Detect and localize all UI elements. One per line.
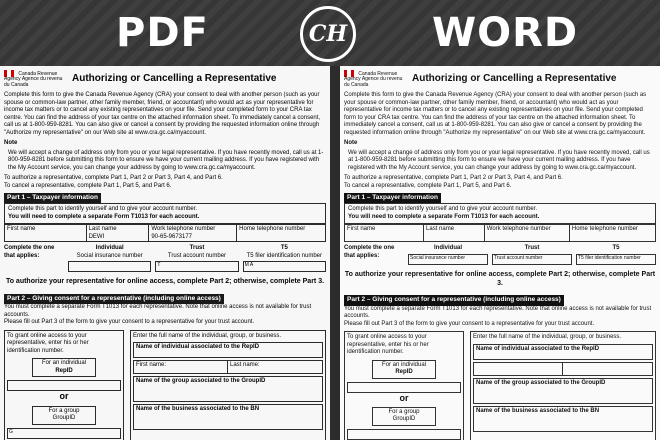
- name-individual-label: Name of individual associated to the RepID: [476, 345, 600, 352]
- trust-acct-label: Trust account number: [167, 252, 227, 259]
- full-name-col: [470, 331, 656, 440]
- for-individual-label: For an individual: [41, 360, 87, 367]
- name-business-label: Name of the business associated to the BN: [476, 407, 600, 414]
- for-group-label: For a group: [388, 408, 420, 415]
- group-name-field[interactable]: [473, 378, 653, 404]
- agency-en: Canada Revenue Agency: [344, 70, 398, 83]
- trust-input[interactable]: [492, 254, 572, 265]
- individual-label: Individual: [95, 245, 124, 252]
- trust-input[interactable]: [155, 261, 238, 272]
- work-phone-field[interactable]: [485, 225, 570, 241]
- or-text: or: [399, 392, 409, 403]
- first-last-row: [133, 360, 323, 374]
- grant-text: To grant online access to your representative, enter his or her identification number.: [347, 334, 429, 356]
- authorize-online-line: To authorize your representative for online access, complete Part 2; otherwise, complete Part 3.: [344, 270, 656, 287]
- part1-box: [344, 203, 656, 224]
- name-phone-row: [4, 224, 326, 242]
- full-name-col: [130, 330, 326, 440]
- groupid-input[interactable]: [347, 429, 461, 440]
- work-phone-field[interactable]: [149, 225, 237, 241]
- groupid-input[interactable]: [7, 428, 121, 439]
- authorize-line: To authorize a representative, complete Part 1, Part 2 or Part 3, Part 4, and Part 6.: [4, 175, 223, 182]
- t5-input[interactable]: [576, 254, 656, 265]
- word-heading: WORD: [432, 10, 579, 56]
- consent-first-name[interactable]: [474, 363, 563, 375]
- authorize-line: To authorize a representative, complete Part 1, Part 2 or Part 3, Part 4, and Part 6.: [344, 175, 563, 182]
- individual-label: Individual: [433, 245, 462, 252]
- last-name-label: Last name: [426, 226, 455, 233]
- last-name-value: DEWI: [88, 233, 105, 240]
- name-group-label: Name of the group associated to the GroupID: [476, 379, 606, 386]
- first-name-label: First name: [347, 226, 376, 233]
- first-name-colon: First name:: [136, 362, 167, 369]
- g-prefix: G: [9, 428, 13, 435]
- sin-input[interactable]: [68, 261, 151, 272]
- agency-block: [344, 70, 406, 88]
- first-name-field[interactable]: [345, 225, 424, 241]
- first-name-field[interactable]: [5, 225, 87, 241]
- part2-text1: You must complete a separate Form T1013 for each representative. Note that online access is not available for trust accounts.: [4, 304, 312, 318]
- home-phone-field[interactable]: [237, 225, 325, 241]
- part2-text1: You must complete a separate Form T1013 for each representative. Note that online access is not available for trust accounts.: [344, 305, 652, 320]
- name-business-label: Name of the business associated to the BN: [136, 406, 260, 413]
- last-name-colon: Last name:: [230, 362, 260, 369]
- work-phone-label: Work telephone number: [151, 226, 216, 233]
- trust-label: Trust: [189, 245, 205, 252]
- part1-text2: You will need to complete a separate Form T1013 for each account.: [348, 213, 540, 220]
- part2-text2: Please fill out Part 3 of the form to give your consent to a representative for your trust account.: [4, 319, 255, 326]
- groupid-label: GroupID: [52, 415, 76, 422]
- t5-filer-label: T5 filer identification number: [246, 252, 323, 259]
- id-lead: Complete the one that applies:: [344, 245, 395, 259]
- last-name-field[interactable]: [424, 225, 485, 241]
- agency-fr: Agence du revenu du Canada: [4, 76, 63, 88]
- online-access-col: [344, 331, 464, 440]
- business-name-field[interactable]: [473, 406, 653, 432]
- grant-text: To grant online access to your representative, enter his or her identification number.: [7, 332, 89, 354]
- enter-full-text: Enter the full name of the individual, group, or business.: [473, 334, 622, 341]
- repid-label: RepID: [395, 369, 413, 376]
- home-phone-field[interactable]: [570, 225, 655, 241]
- pdf-heading: PDF: [116, 10, 209, 56]
- enter-full-text: Enter the full name of the individual, group, or business.: [133, 332, 282, 339]
- cancel-line: To cancel a representative, complete Part 1, Part 5, and Part 6.: [4, 182, 172, 189]
- work-phone-label: Work telephone number: [486, 226, 551, 233]
- consent-last-name[interactable]: [563, 363, 652, 375]
- part1-text1: Complete this part to identify yourself and to give your account number.: [348, 206, 538, 213]
- t5-label: T5: [612, 245, 620, 252]
- t5-filer-label: T5 filer identification number: [578, 254, 641, 261]
- home-phone-label: Home telephone number: [571, 226, 638, 233]
- trust-prefix: T: [157, 262, 161, 269]
- intro-text: Complete this form to give the Canada Revenue Agency (CRA) your consent to deal with another person (such as your spouse or common-law partner, other family member, friend, or accountant) who would act as your representative for income tax matters or to cancel any existing representatives on your file. Send your completed form to your CRA tax centre. You can find the address of your tax centre on the attached information sheet. To immediately cancel a consent, call us at 1-800-959-8281. You can also give or cancel a consent by providing the requested information online through "Authorize my representative" on our Web site at www.cra.gc.ca/myaccount.: [4, 92, 321, 136]
- business-name-field[interactable]: [133, 404, 323, 430]
- trust-acct-label: Trust account number: [494, 254, 543, 261]
- first-name-label: First name: [7, 226, 36, 233]
- consent-last-name[interactable]: [228, 361, 322, 373]
- part2-text2: Please fill out Part 3 of the form to give your consent to a representative for your trust account.: [344, 320, 595, 327]
- part1-heading: Part 1 – Taxpayer information: [344, 193, 441, 203]
- intro-text: Complete this form to give the Canada Revenue Agency (CRA) your consent to deal with another person (such as your spouse or common-law partner, other family member, friend, or accountant) who would act as your representative for income tax matters or to cancel any existing representatives on your file. Send your completed form to your CRA tax centre. You can find the address of your tax centre on the attached information sheet. To immediately cancel a consent, call us at 1-800-959-8281. You can also give or cancel a consent by providing the requested information online through "Authorize my representative" on our Web site at www.cra.gc.ca/myaccount.: [344, 92, 647, 136]
- for-individual-label: For an individual: [381, 361, 427, 368]
- part1-heading: Part 1 – Taxpayer information: [4, 193, 101, 203]
- id-row: [344, 245, 656, 265]
- t5-prefix: M A: [244, 262, 254, 269]
- work-phone-value: 90-65-9673177: [151, 233, 193, 240]
- name-group-label: Name of the group associated to the GroupID: [136, 378, 266, 385]
- sin-input[interactable]: [408, 254, 488, 265]
- part2-heading: Part 2 – Giving consent for a representative (including online access): [344, 295, 564, 305]
- part1-text2: You will need to complete a separate Form T1013 for each account.: [8, 213, 200, 220]
- group-name-field[interactable]: [133, 376, 323, 402]
- word-document-preview: [340, 66, 660, 440]
- t5-label: T5: [280, 245, 288, 252]
- name-individual-label: Name of individual associated to the RepID: [136, 344, 260, 351]
- consent-first-name[interactable]: [134, 361, 228, 373]
- form-title: Authorizing or Cancelling a Representative: [72, 72, 277, 84]
- last-name-label: Last name: [88, 226, 117, 233]
- part1-box: [4, 203, 326, 224]
- id-row: [4, 245, 326, 272]
- ch-logo: CH: [300, 6, 356, 62]
- sin-label: Social insurance number: [410, 254, 466, 261]
- part2-heading: Part 2 – Giving consent for a representative (including online access): [4, 294, 224, 304]
- online-access-col: [4, 330, 124, 440]
- divider: [330, 66, 340, 440]
- repid-box: [372, 360, 436, 379]
- note-text: We will accept a change of address only from you or your legal representative. If you have recently moved, call us at 1-800-959-8281 before submitting this form to ensure we have your current mailing address. If you have registered with the My Account service, you can change your address by going to www.cra.gc.ca/myaccount.: [348, 149, 650, 171]
- agency-block: [4, 70, 66, 88]
- consent-grid: [4, 330, 326, 440]
- groupid-box: [32, 406, 96, 425]
- first-last-row: [473, 362, 653, 376]
- home-phone-label: Home telephone number: [239, 226, 306, 233]
- consent-grid: [344, 331, 656, 440]
- last-name-field[interactable]: [87, 225, 150, 241]
- form-title: Authorizing or Cancelling a Representative: [412, 72, 617, 84]
- cancel-line: To cancel a representative, complete Part 1, Part 5, and Part 6.: [344, 182, 512, 189]
- pdf-document-preview: [0, 66, 330, 440]
- agency-fr: Agence du revenu du Canada: [344, 76, 403, 88]
- sin-label: Social insurance number: [76, 252, 143, 259]
- trust-label: Trust: [524, 245, 540, 252]
- for-group-label: For a group: [48, 407, 80, 414]
- repid-name-field[interactable]: [473, 344, 653, 360]
- note-label: Note: [344, 140, 358, 147]
- name-phone-row: [344, 224, 656, 242]
- note-text: We will accept a change of address only from you or your legal representative. If you have recently moved, call us at 1-800-959-8281 before submitting this form to ensure we have your current mailing address. If you have registered with the My Account service, you can change your address by going to www.cra.gc.ca/myaccount.: [8, 149, 324, 171]
- t5-input[interactable]: [243, 261, 326, 272]
- agency-en: Canada Revenue Agency: [4, 70, 58, 83]
- groupid-box: [372, 407, 436, 426]
- authorize-online-line: To authorize your representative for online access, complete Part 2; otherwise, complete Part 3.: [5, 278, 325, 286]
- repid-box: [32, 358, 96, 377]
- part1-text1: Complete this part to identify yourself and to give your account number.: [8, 206, 198, 213]
- id-lead: Complete the one that applies:: [4, 245, 55, 259]
- repid-input[interactable]: [347, 382, 461, 393]
- repid-input[interactable]: [7, 380, 121, 391]
- repid-name-field[interactable]: [133, 342, 323, 358]
- or-text: or: [59, 391, 69, 402]
- repid-label: RepID: [55, 367, 73, 374]
- note-label: Note: [4, 140, 18, 147]
- groupid-label: GroupID: [392, 416, 416, 423]
